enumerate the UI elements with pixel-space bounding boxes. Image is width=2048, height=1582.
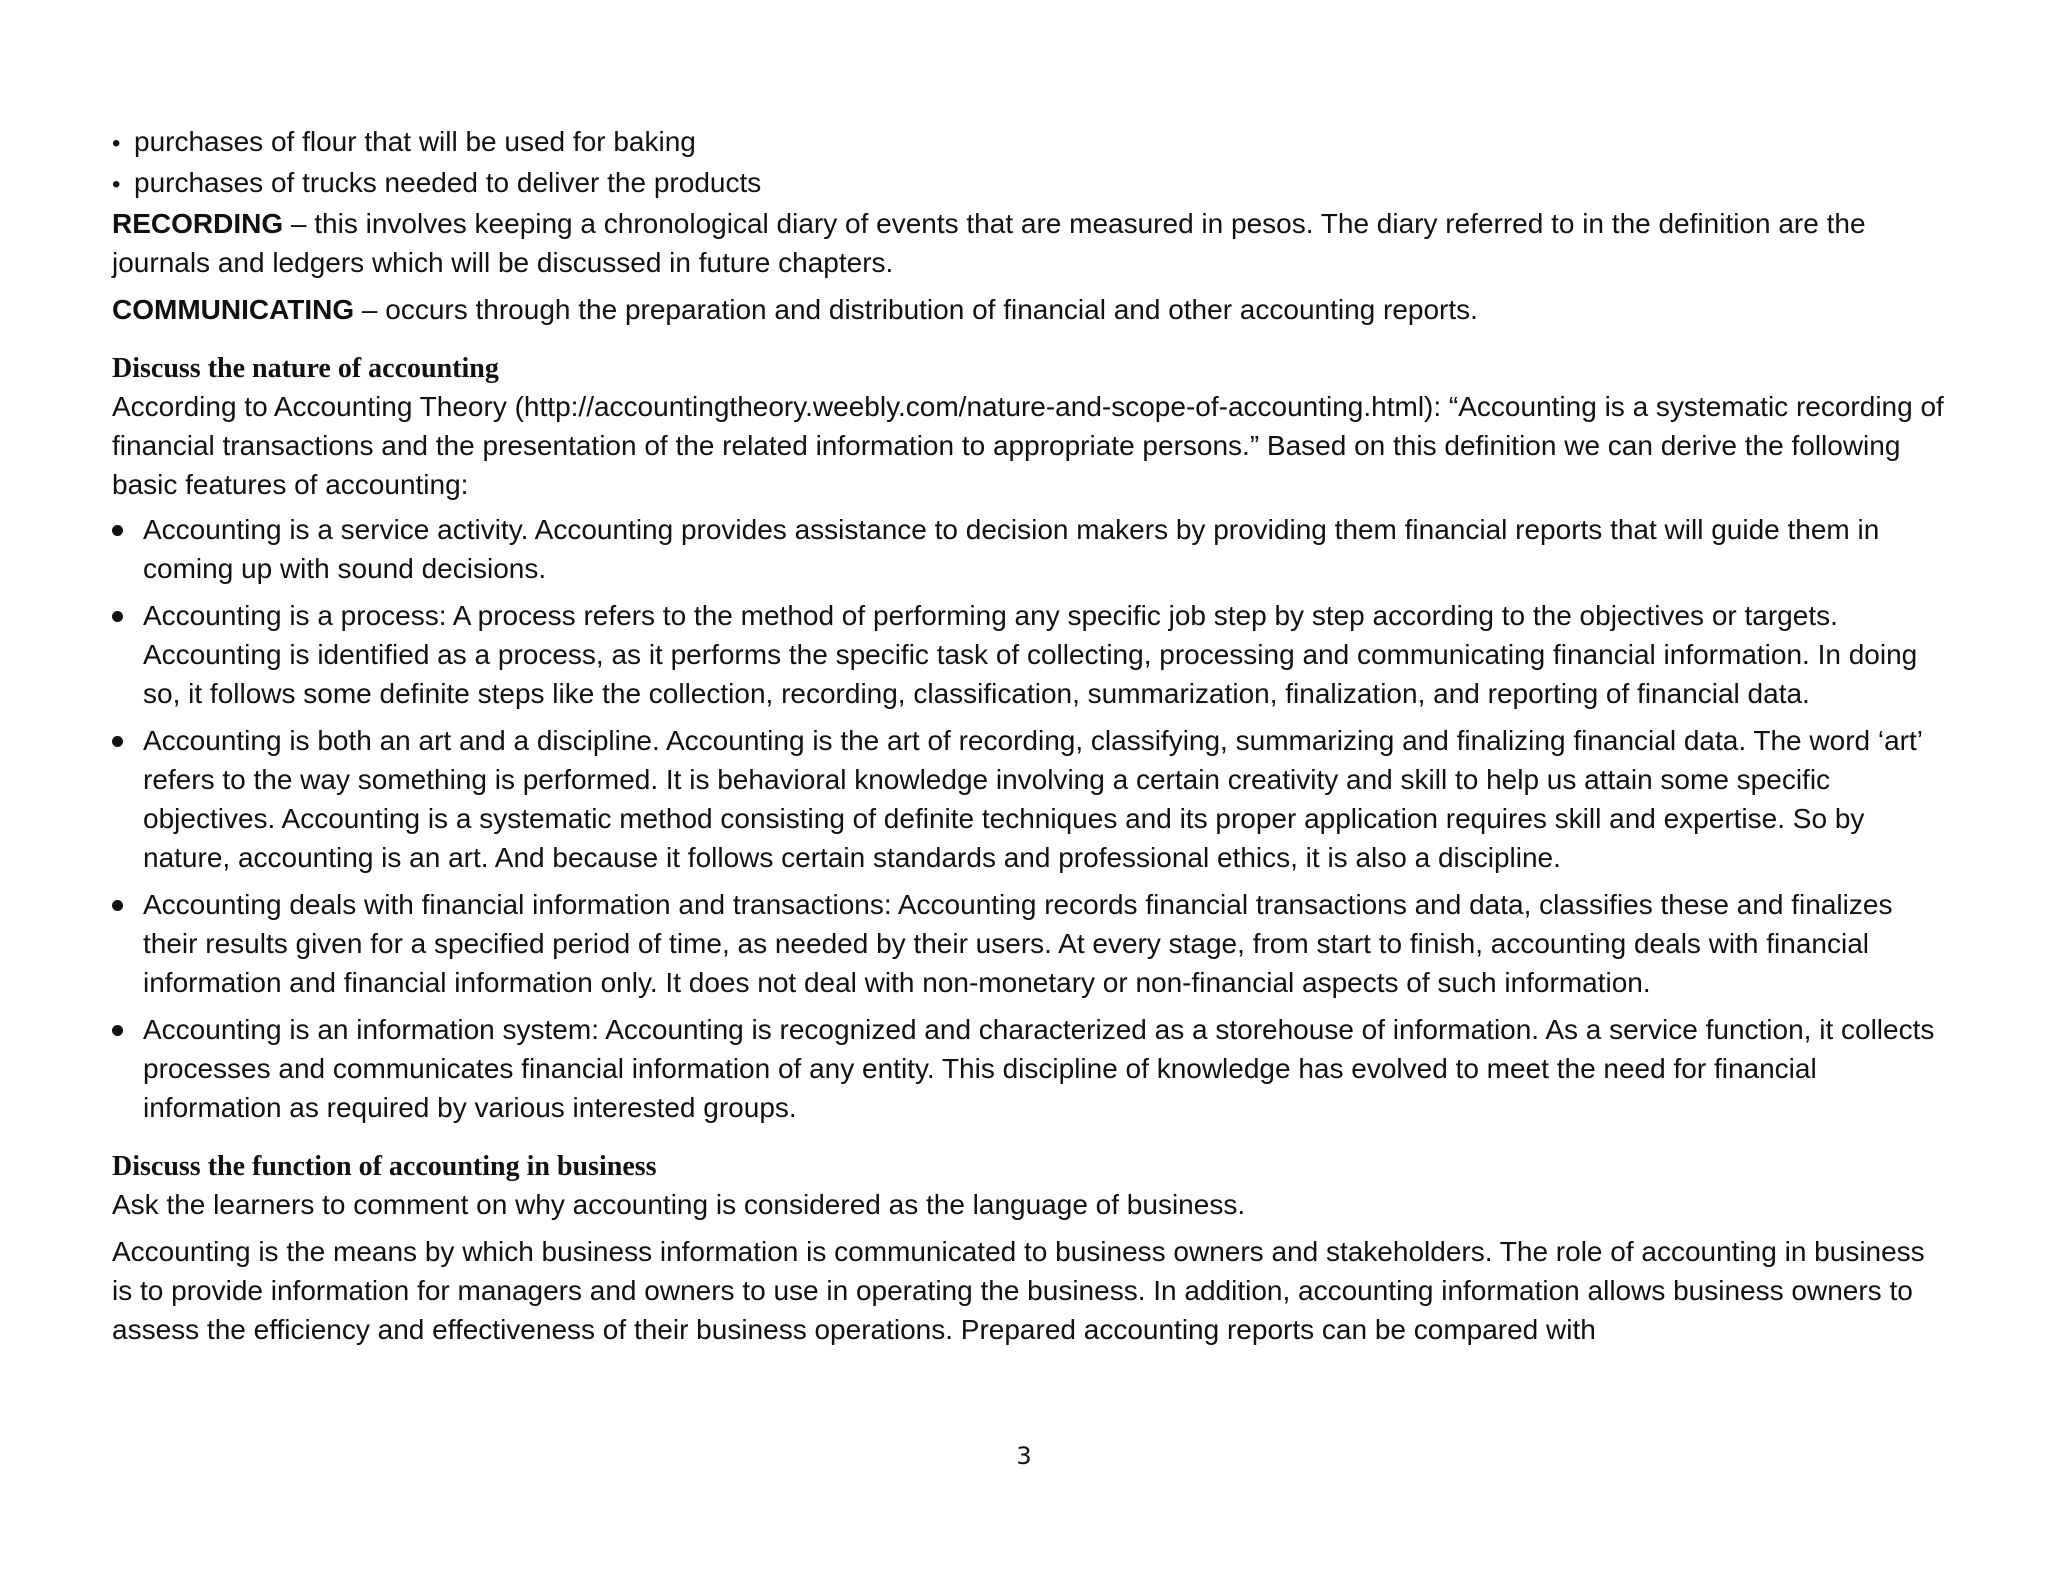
recording-paragraph [112, 204, 1952, 282]
feature-text: Accounting is a service activity. Accounting provides assistance to decision makers by providing them financial reports that will guide them in coming up with sound decisions. [143, 514, 1880, 584]
feature-text: Accounting is both an art and a discipline. Accounting is the art of recording, classifying, summarizing and finalizing financial data. The word ‘art’ refers to the way something is performed. It is behavioral knowledge involving a certain creativity and skill to help us attain some specific objectives. Accounting is a systematic method consisting of definite techniques and its proper application requires skill and expertise. So by nature, accounting is an art. And because it follows certain standards and professional ethics, it is also a discipline. [143, 725, 1922, 873]
communicating-paragraph [112, 290, 1952, 329]
bullet-icon [112, 611, 123, 622]
nature-intro: According to Accounting Theory (http://accountingtheory.weebly.com/nature-and-scope-of-accounting.html): “Accounting is a systematic recording of financial transactions and the presentation of the related information to appropriate persons.” Based on this definition we can derive the following basic features of accounting: [112, 391, 1944, 500]
recording-text: – this involves keeping a chronological diary of events that are measured in pesos. The diary referred to in the definition are the journals and ledgers which will be discussed in future chapters. [112, 208, 1866, 278]
example-trucks: • purchases of trucks needed to deliver the products [112, 163, 1952, 204]
communicating-text: – occurs through the preparation and distribution of financial and other accounting reports. [354, 294, 1478, 325]
function-body: Accounting is the means by which business information is communicated to business owners and stakeholders. The role of accounting in business is to provide information for managers and owners to use in operating the business. In addition, accounting information allows business owners to assess the efficiency and effectiveness of their business operations. Prepared accounting reports can be compared with [112, 1236, 1925, 1345]
list-item [112, 510, 1952, 588]
feature-text: Accounting is an information system: Accounting is recognized and characterized as a storehouse of information. As a service function, it collects processes and communicates financial information of any entity. This discipline of knowledge has evolved to meet the need for financial information as required by various interested groups. [143, 1014, 1935, 1123]
bullet-icon [112, 900, 123, 911]
recording-term: RECORDING [112, 208, 284, 239]
communicating-term: COMMUNICATING [112, 294, 355, 325]
list-item [112, 1010, 1952, 1127]
feature-list [112, 510, 1952, 1127]
feature-text: Accounting deals with financial information and transactions: Accounting records financial transactions and data, classifies these and finalizes their results given for a specified period of time, as needed by their users. At every stage, from start to finish, accounting deals with financial information and financial information only. It does not deal with non-monetary or non-financial aspects of such information. [143, 889, 1893, 998]
nature-heading: Discuss the nature of accounting [112, 353, 499, 384]
bullet-icon [112, 736, 123, 747]
document-page [112, 122, 1952, 1349]
page-number: 3 [1016, 1442, 1032, 1470]
example-flour: • purchases of flour that will be used for baking [112, 122, 1952, 163]
bullet-icon [112, 1025, 123, 1036]
function-heading: Discuss the function of accounting in business [112, 1151, 657, 1182]
list-item [112, 596, 1952, 713]
feature-text: Accounting is a process: A process refers to the method of performing any specific job step by step according to the objectives or targets. Accounting is identified as a process, as it performs the specific task of collecting, processing and communicating financial information. In doing so, it follows some definite steps like the collection, recording, classification, summarization, finalization, and reporting of financial data. [143, 600, 1918, 709]
list-item [112, 885, 1952, 1002]
list-item [112, 721, 1952, 877]
bullet-icon [112, 525, 123, 536]
function-prompt: Ask the learners to comment on why accounting is considered as the language of business. [112, 1189, 1246, 1220]
